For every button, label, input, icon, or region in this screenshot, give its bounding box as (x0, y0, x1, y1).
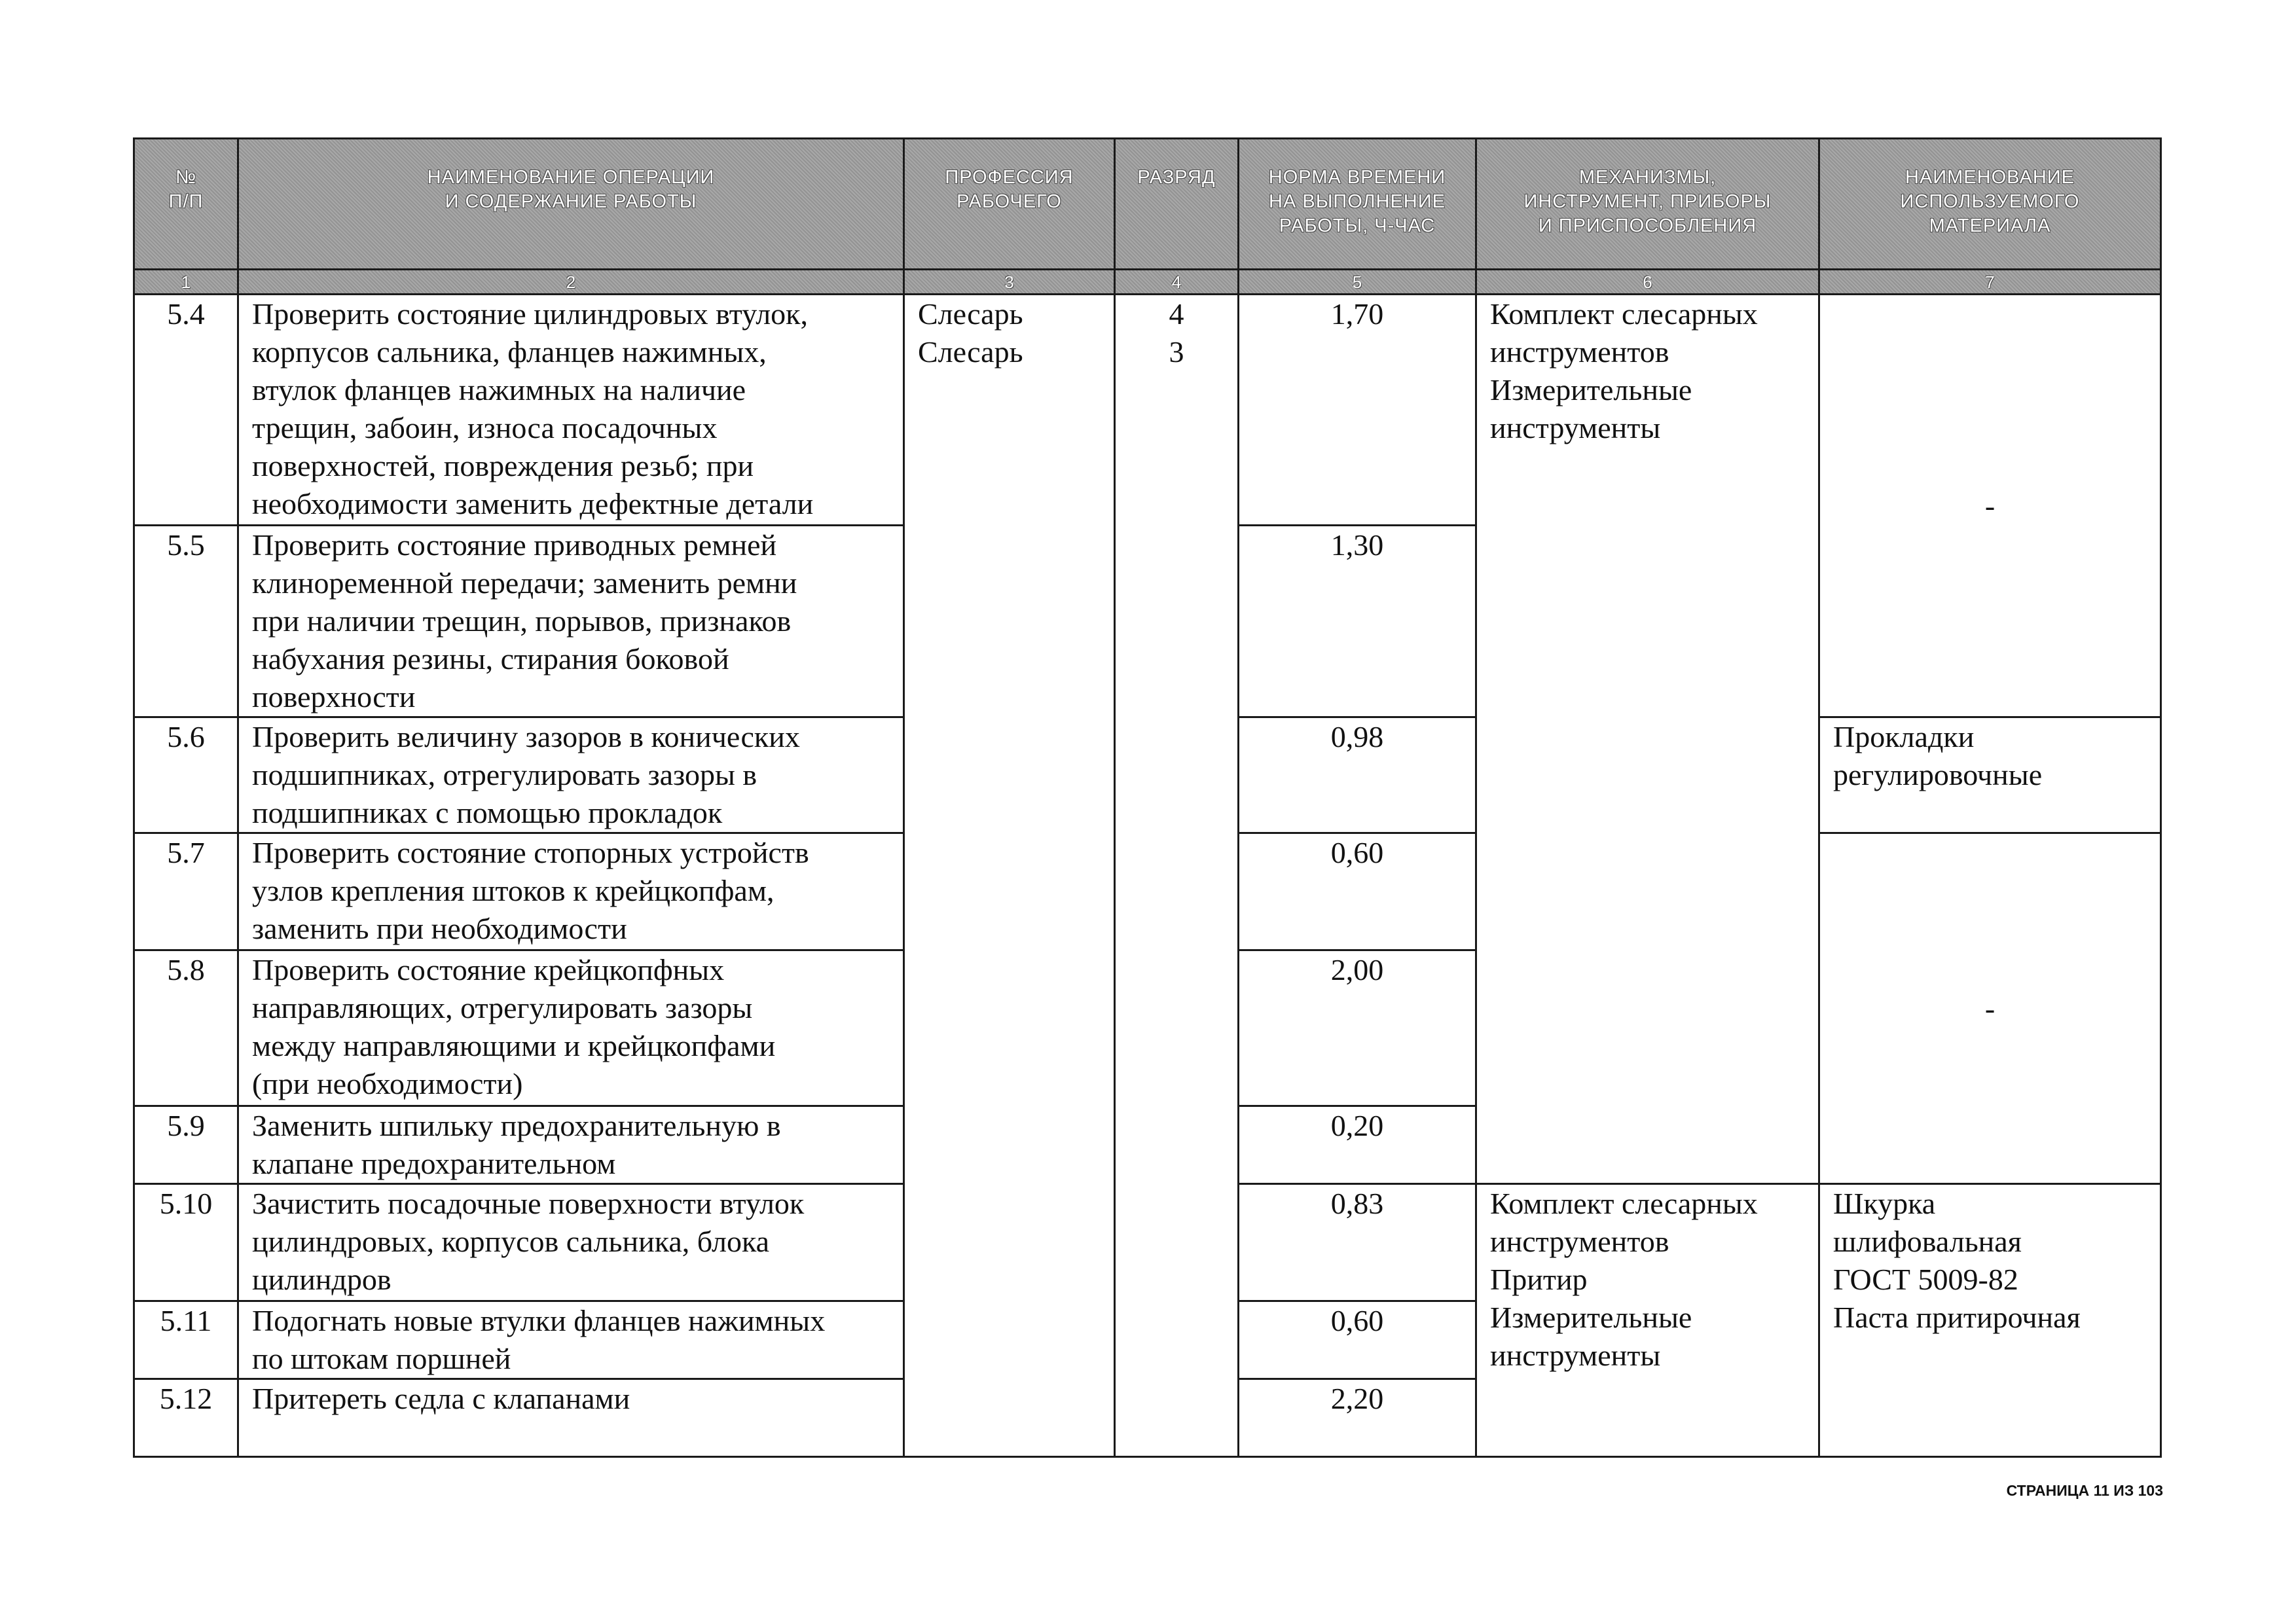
operation-text: Подогнать новые втулки фланцев нажимных по штокам поршней (238, 1301, 904, 1379)
rank-cell: 4 3 (1115, 295, 1239, 1457)
row-number: 5.4 (134, 295, 238, 526)
operations-table (133, 137, 2162, 1458)
header-col-rank: РАЗРЯД (1115, 139, 1239, 270)
header-col-operation: НАИМЕНОВАНИЕ ОПЕРАЦИИ И СОДЕРЖАНИЕ РАБОТЫ (238, 139, 904, 270)
time-norm: 0,98 (1239, 717, 1476, 833)
row-number: 5.8 (134, 950, 238, 1106)
header-row (134, 139, 2161, 270)
row-number: 5.7 (134, 833, 238, 950)
table-row (134, 295, 2161, 526)
column-number-row (134, 270, 2161, 295)
material-cell: Шкурка шлифовальная ГОСТ 5009-82 Паста притирочная (1819, 1184, 2161, 1457)
time-norm: 1,70 (1239, 295, 1476, 526)
time-norm: 0,60 (1239, 833, 1476, 950)
row-number: 5.9 (134, 1106, 238, 1184)
column-number: 3 (904, 270, 1115, 295)
operation-text: Проверить состояние приводных ремней клиноременной передачи; заменить ремни при наличии трещин, порывов, признаков набухания резины, стирания боковой поверхности (238, 526, 904, 717)
row-number: 5.11 (134, 1301, 238, 1379)
header-col-time-norm: НОРМА ВРЕМЕНИ НА ВЫПОЛНЕНИЕ РАБОТЫ, Ч-ЧАС (1239, 139, 1476, 270)
profession-cell: Слесарь Слесарь (904, 295, 1115, 1457)
column-number: 1 (134, 270, 238, 295)
operation-text: Притереть седла с клапанами (238, 1379, 904, 1457)
time-norm: 2,20 (1239, 1379, 1476, 1457)
material-cell: - (1819, 833, 2161, 1184)
header-col-tools: МЕХАНИЗМЫ, ИНСТРУМЕНТ, ПРИБОРЫ И ПРИСПОСОБЛЕНИЯ (1476, 139, 1819, 270)
time-norm: 0,83 (1239, 1184, 1476, 1301)
material-cell: - (1819, 295, 2161, 717)
row-number: 5.12 (134, 1379, 238, 1457)
column-number: 4 (1115, 270, 1239, 295)
header-col-material: НАИМЕНОВАНИЕ ИСПОЛЬЗУЕМОГО МАТЕРИАЛА (1819, 139, 2161, 270)
row-number: 5.5 (134, 526, 238, 717)
operation-text: Заменить шпильку предохранительную в клапане предохранительном (238, 1106, 904, 1184)
column-number: 5 (1239, 270, 1476, 295)
operation-text: Зачистить посадочные поверхности втулок цилиндровых, корпусов сальника, блока цилиндров (238, 1184, 904, 1301)
operation-text: Проверить состояние стопорных устройств узлов крепления штоков к крейцкопфам, заменить при необходимости (238, 833, 904, 950)
time-norm: 2,00 (1239, 950, 1476, 1106)
time-norm: 0,20 (1239, 1106, 1476, 1184)
header-col-profession: ПРОФЕССИЯ РАБОЧЕГО (904, 139, 1115, 270)
row-number: 5.10 (134, 1184, 238, 1301)
header-col-number: № П/П (134, 139, 238, 270)
time-norm: 0,60 (1239, 1301, 1476, 1379)
material-cell: Прокладки регулировочные (1819, 717, 2161, 833)
tools-cell: Комплект слесарных инструментов Притир Измерительные инструменты (1476, 1184, 1819, 1457)
column-number: 6 (1476, 270, 1819, 295)
row-number: 5.6 (134, 717, 238, 833)
operation-text: Проверить состояние крейцкопфных направляющих, отрегулировать зазоры между направляющими и крейцкопфами (при необходимости) (238, 950, 904, 1106)
operation-text: Проверить состояние цилиндровых втулок, корпусов сальника, фланцев нажимных, втулок фланцев нажимных на наличие трещин, забоин, износа посадочных поверхностей, повреждения резьб; при необходимости заменить дефектные детали (238, 295, 904, 526)
time-norm: 1,30 (1239, 526, 1476, 717)
column-number: 7 (1819, 270, 2161, 295)
column-number: 2 (238, 270, 904, 295)
tools-cell: Комплект слесарных инструментов Измерительные инструменты (1476, 295, 1819, 1184)
operation-text: Проверить величину зазоров в конических подшипниках, отрегулировать зазоры в подшипниках с помощью прокладок (238, 717, 904, 833)
page-number: СТРАНИЦА 11 ИЗ 103 (2006, 1482, 2163, 1499)
